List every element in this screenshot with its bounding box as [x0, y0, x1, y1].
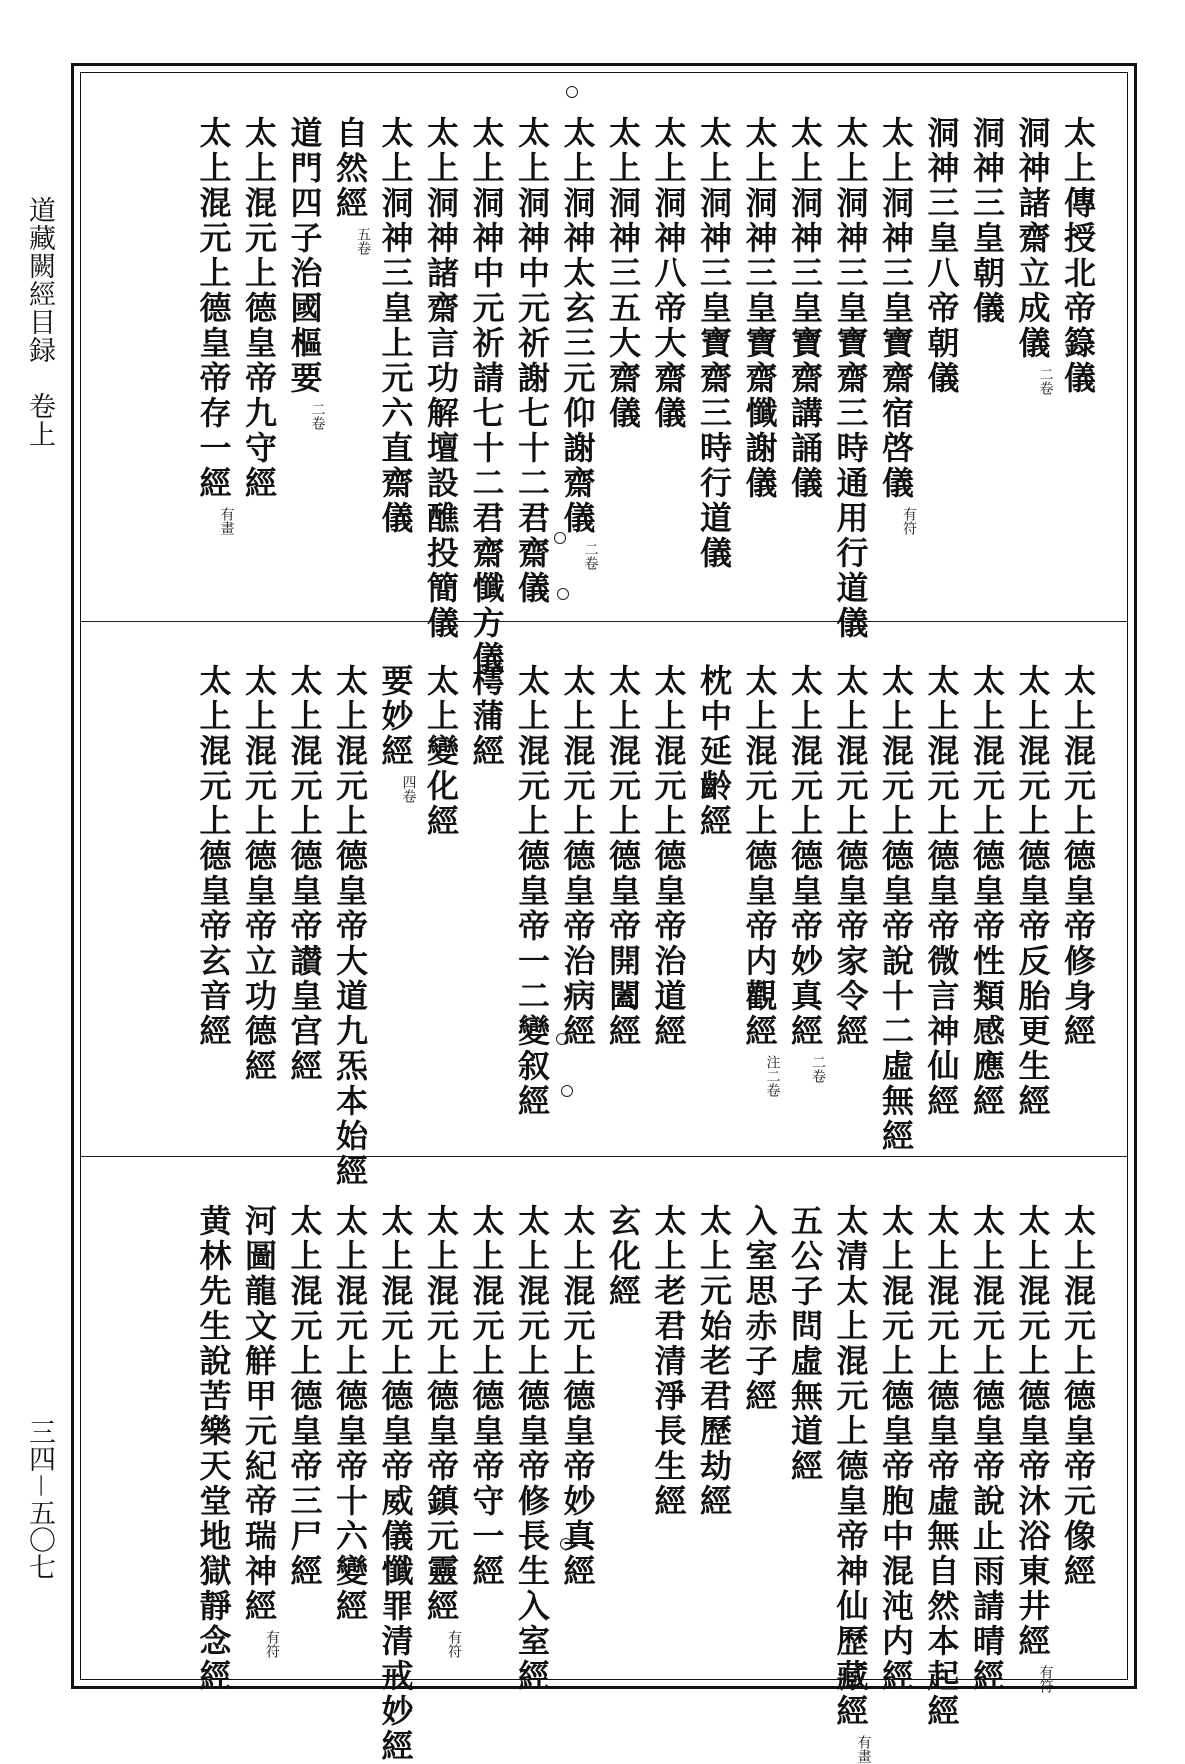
catalog-entry: [330, 116, 370, 255]
catalog-entry: [330, 664, 370, 1189]
catalog-entry: [922, 1204, 962, 1729]
catalog-entry: [558, 664, 598, 1049]
entry-title: 枕中延齡經: [695, 664, 733, 839]
running-head: 道藏闕經目録 卷上: [24, 196, 55, 448]
entry-title: 太上混元上德皇帝威儀懺罪清戒妙經: [376, 1204, 415, 1764]
entry-title: 太上混元上德皇帝元像經: [1059, 1204, 1097, 1589]
entry-title: 太上洞神中元祈謝七十二君齋儀: [513, 116, 551, 606]
catalog-entry: [285, 1204, 325, 1589]
catalog-entry: [421, 664, 461, 839]
catalog-entry: [512, 664, 552, 1119]
catalog-entry: [831, 116, 871, 641]
entry-annotation: 有符: [1037, 1665, 1054, 1693]
page-number: 三四－五〇七: [24, 1418, 55, 1580]
entry-annotation: 二卷: [1037, 367, 1054, 395]
catalog-entry: [876, 1204, 916, 1694]
entry-title: 洞神三皇八帝朝儀: [922, 116, 961, 396]
entry-title: 太上變化經: [422, 664, 460, 839]
catalog-entry: [376, 116, 416, 536]
catalog-entry: [649, 116, 689, 431]
entry-title: 太上混元上德皇帝大道九炁本始經: [331, 664, 369, 1189]
entry-annotation: 二卷: [810, 1055, 826, 1083]
entry-title: 太上混元上德皇帝妙真經: [786, 664, 824, 1049]
entry-title: 太上混元上德皇帝虛無自然本起經: [922, 1204, 961, 1729]
catalog-entry: [467, 1204, 507, 1589]
catalog-entry: [649, 664, 689, 1049]
entry-title: 太上洞神三皇寶齋懺謝儀: [740, 116, 779, 501]
catalog-entry: [694, 664, 734, 839]
entry-title: 太上混元上德皇帝胞中混沌内經: [877, 1204, 915, 1694]
entry-title: 太上洞神中元祈請七十二君齋懺方儀: [467, 116, 506, 676]
entry-title: 太上混元上德皇帝開闔經: [604, 664, 642, 1049]
entry-title: 太清太上混元上德皇帝神仙歷藏經: [831, 1204, 870, 1729]
entry-title: 太上洞神三皇寶齋講誦儀: [786, 116, 824, 501]
catalog-entry: [694, 116, 734, 571]
entry-title: 太上混元上德皇帝一二變叙經: [513, 664, 551, 1119]
entry-annotation: 有符: [446, 1630, 462, 1658]
entry-title: 太上混元上德皇帝治道經: [649, 664, 688, 1049]
entry-title: 五公子問虛無道經: [786, 1204, 824, 1484]
entry-title: 太上混元上德皇帝微言神仙經: [922, 664, 961, 1119]
section-divider: [81, 1156, 1127, 1157]
catalog-entry: [285, 664, 325, 1084]
entry-title: 自然經: [331, 116, 369, 221]
entry-annotation: 有畫: [855, 1735, 872, 1763]
entry-title: 太上混元上德皇帝說止雨請晴經: [968, 1204, 1006, 1694]
entry-title: 太上洞神八帝大齋儀: [649, 116, 688, 431]
entry-annotation: 有畫: [218, 507, 235, 535]
entry-title: 太上洞神三五大齋儀: [604, 116, 642, 431]
catalog-entry: [1058, 1204, 1098, 1589]
catalog-entry: [876, 664, 916, 1154]
catalog-entry: [1013, 664, 1053, 1119]
entry-title: 洞神三皇朝儀: [968, 116, 1006, 326]
catalog-entry: [831, 1204, 871, 1763]
catalog-section-1: [82, 72, 1112, 676]
catalog-entry: [740, 1204, 780, 1414]
entry-annotation: 二卷: [309, 402, 326, 430]
entry-title: 太上混元上德皇帝妙真經: [558, 1204, 597, 1589]
catalog-entry: [603, 1204, 643, 1309]
catalog-entry: [239, 116, 279, 501]
catalog-entry: [194, 1204, 234, 1694]
entry-title: 玄化經: [604, 1204, 642, 1309]
entry-title: 太上混元上德皇帝治病經: [558, 664, 597, 1049]
catalog-entry: [740, 116, 780, 501]
catalog-entry: [740, 664, 780, 1097]
entry-title: 洞神諸齋立成儀: [1013, 116, 1052, 361]
catalog-entry: [421, 116, 461, 641]
catalog-entry: [558, 1204, 598, 1589]
entry-annotation: 注二卷: [764, 1055, 781, 1097]
entry-title: 要妙經: [376, 664, 415, 769]
entry-title: 太上混元上德皇帝立功德經: [240, 664, 278, 1084]
catalog-entry: [785, 1204, 825, 1484]
entry-title: 太上混元上德皇帝反胎更生經: [1013, 664, 1052, 1119]
catalog-entry: [330, 1204, 370, 1624]
entry-title: 太上洞神諸齋言功解壇設醮投簡儀: [422, 116, 460, 641]
catalog-entry: [967, 664, 1007, 1119]
catalog-entry: [922, 116, 962, 396]
entry-title: 太上洞神三皇上元六直齋儀: [376, 116, 415, 536]
catalog-entry: [831, 664, 871, 1049]
catalog-entry: [376, 664, 416, 803]
entry-title: 道門四子治國樞要: [285, 116, 324, 396]
entry-title: 太上混元上德皇帝十六變經: [331, 1204, 369, 1624]
catalog-entry: [512, 1204, 552, 1694]
catalog-entry: [1013, 116, 1053, 395]
entry-annotation: 五卷: [355, 227, 371, 255]
catalog-section-2: [82, 620, 1112, 1189]
entry-annotation: 四卷: [400, 775, 417, 803]
entry-annotation: 有符: [901, 507, 917, 535]
entry-title: 太上混元上德皇帝三尸經: [285, 1204, 324, 1589]
entry-title: 太上元始老君歷劫經: [695, 1204, 733, 1519]
entry-title: 太上老君清淨長生經: [649, 1204, 688, 1519]
catalog-entry: [785, 116, 825, 501]
entry-title: 河圖龍文觧甲元紀帝瑞神經: [240, 1204, 278, 1624]
catalog-entry: [239, 664, 279, 1084]
entry-title: 太上洞神三皇寶齋三時通用行道儀: [831, 116, 870, 641]
catalog-entry: [467, 664, 507, 769]
entry-title: 入室思赤子經: [740, 1204, 779, 1414]
entry-title: 太上混元上德皇帝存一經: [194, 116, 233, 501]
catalog-entry: [649, 1204, 689, 1519]
catalog-entry: [285, 116, 325, 430]
entry-title: 太上混元上德皇帝讃皇宫經: [285, 664, 324, 1084]
entry-title: 太上洞神太玄三元仰謝齋儀: [558, 116, 597, 536]
catalog-entry: [922, 664, 962, 1119]
catalog-entry: [512, 116, 552, 606]
entry-title: 太上混元上德皇帝鎮元靈經: [422, 1204, 460, 1624]
entry-title: 太上混元上德皇帝性類感應經: [968, 664, 1006, 1119]
catalog-entry: [694, 1204, 734, 1519]
entry-annotation: 有符: [264, 1630, 280, 1658]
entry-title: 太上混元上德皇帝玄音經: [194, 664, 233, 1049]
catalog-entry: [967, 116, 1007, 326]
catalog-entry: [1058, 664, 1098, 1049]
catalog-entry: [467, 116, 507, 676]
entry-title: 太上洞神三皇寶齋三時行道儀: [695, 116, 733, 571]
entry-title: 太上混元上德皇帝修長生入室經: [513, 1204, 551, 1694]
entry-title: 太上混元上德皇帝說十二虛無經: [877, 664, 915, 1154]
catalog-entry: [376, 1204, 416, 1764]
entry-title: 太上混元上德皇帝沐浴東井經: [1013, 1204, 1052, 1659]
catalog-entry: [967, 1204, 1007, 1694]
catalog-entry: [194, 116, 234, 535]
entry-title: 太上混元上德皇帝家令經: [831, 664, 870, 1049]
entry-title: 太上洞神三皇寶齋宿啓儀: [877, 116, 915, 501]
catalog-entry: [1058, 116, 1098, 396]
catalog-entry: [558, 116, 598, 570]
catalog-entry: [194, 664, 234, 1049]
entry-annotation: 二卷: [582, 542, 599, 570]
catalog-entry: [421, 1204, 461, 1658]
catalog-entry: [239, 1204, 279, 1658]
catalog-entry: [603, 664, 643, 1049]
entry-title: 太上混元上德皇帝修身經: [1059, 664, 1097, 1049]
entry-title: 太上混元上德皇帝守一經: [467, 1204, 506, 1589]
catalog-entry: [1013, 1204, 1053, 1693]
entry-title: 太上混元上德皇帝内觀經: [740, 664, 779, 1049]
entry-title: 黄林先生說苦樂天堂地獄靜念經: [194, 1204, 233, 1694]
catalog-entry: [603, 116, 643, 431]
entry-title: 太上傳授北帝籙儀: [1059, 116, 1097, 396]
catalog-entry: [785, 664, 825, 1083]
catalog-entry: [876, 116, 916, 535]
catalog-section-3: [82, 1160, 1112, 1764]
entry-title: 樗蒲經: [467, 664, 506, 769]
entry-title: 太上混元上德皇帝九守經: [240, 116, 278, 501]
